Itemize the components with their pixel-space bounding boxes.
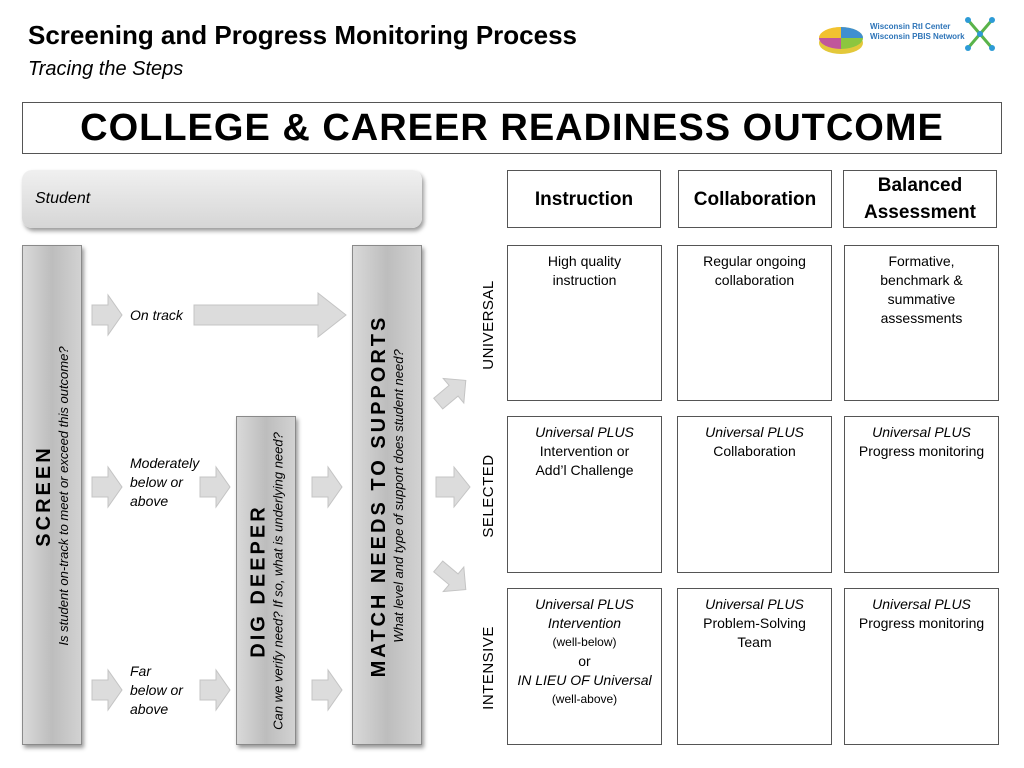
screen-question: Is student on-track to meet or exceed this outcome?: [56, 346, 71, 646]
arrow-right-icon: [312, 467, 342, 507]
cell-selected-collaboration: Universal PLUS Collaboration: [677, 416, 832, 573]
match-bar: [352, 245, 422, 745]
arrow-up-right-icon: [432, 372, 472, 412]
arrow-right-icon: [92, 467, 122, 507]
outcome-banner: COLLEGE & CAREER READINESS OUTCOME: [22, 102, 1002, 154]
arrow-right-icon: [92, 295, 122, 335]
tier-label-intensive: INTENSIVE: [480, 626, 497, 710]
cell-intensive-collaboration: Universal PLUS Problem-Solving Team: [677, 588, 832, 745]
cell-universal-instruction: High quality instruction: [507, 245, 662, 401]
logo-text-rti: Wisconsin RtI Center: [870, 22, 951, 31]
dig-deeper-question: Can we verify need? If so, what is underlying need?: [270, 432, 286, 730]
column-header-balanced-assessment: Balanced Assessment: [843, 170, 997, 228]
arrow-right-icon: [200, 670, 230, 710]
path-label-far: Far below or above: [130, 663, 183, 717]
column-header-collaboration: Collaboration: [678, 170, 832, 228]
tier-label-selected: SELECTED: [480, 454, 497, 538]
arrow-right-icon: [312, 670, 342, 710]
rti-pbis-logo-icon: [818, 16, 868, 58]
cell-selected-assessment: Universal PLUS Progress monitoring: [844, 416, 999, 573]
long-arrow-right-icon: [194, 293, 346, 337]
page-subtitle: Tracing the Steps: [28, 58, 184, 80]
cell-intensive-instruction: Universal PLUS Intervention (well-below) or IN LIEU OF Universal (well-above): [507, 588, 662, 745]
student-label: Student: [35, 190, 91, 207]
path-label-on-track: On track: [130, 307, 183, 323]
cell-selected-instruction: Universal PLUS Intervention or Add’l Challenge: [507, 416, 662, 573]
cell-universal-assessment: Formative, benchmark & summative assessments: [844, 245, 999, 401]
arrow-right-icon: [92, 670, 122, 710]
dig-deeper-bar: [236, 416, 296, 745]
logo: [818, 14, 998, 58]
cell-universal-collaboration: Regular ongoing collaboration: [677, 245, 832, 401]
dig-deeper-title: DIG DEEPER: [247, 504, 270, 658]
column-header-instruction: Instruction: [507, 170, 661, 228]
arrow-right-icon: [200, 467, 230, 507]
screen-title: SCREEN: [33, 445, 55, 547]
arrow-down-right-icon: [432, 558, 472, 598]
match-question: What level and type of support does student need?: [391, 349, 406, 643]
page-title: Screening and Progress Monitoring Process: [28, 20, 578, 50]
path-label-moderately: Moderately below or above: [130, 455, 200, 509]
screen-bar: [22, 245, 82, 745]
student-box: [22, 170, 422, 228]
cell-intensive-assessment: Universal PLUS Progress monitoring: [844, 588, 999, 745]
match-title: MATCH NEEDS TO SUPPORTS: [368, 314, 390, 678]
tier-label-universal: UNIVERSAL: [480, 280, 497, 370]
logo-text-pbis: Wisconsin PBIS Network: [870, 32, 965, 41]
arrow-right-icon: [436, 467, 470, 507]
network-icon: [962, 14, 998, 54]
